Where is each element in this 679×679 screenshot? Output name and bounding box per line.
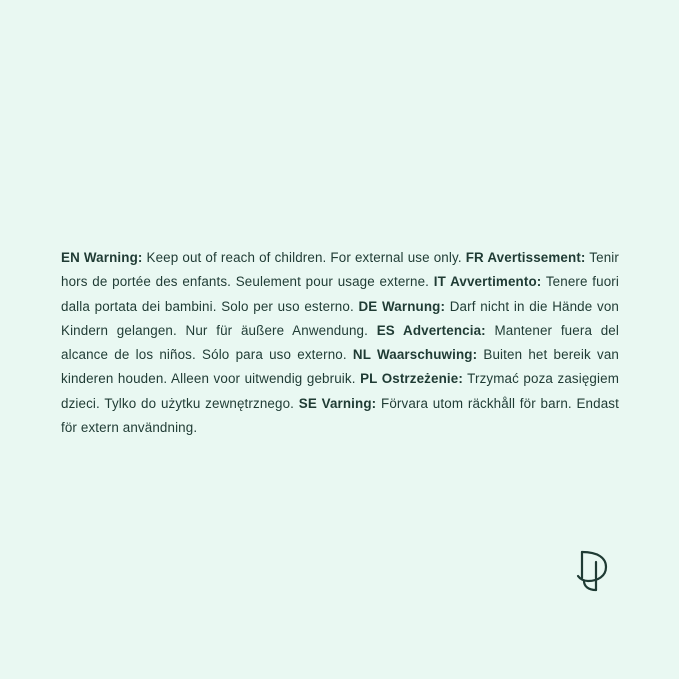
warning-language-text: Buiten het bereik van kinderen houden. Alleen voor uitwendig gebruik.: [61, 347, 619, 387]
warning-language-text: Tenere fuori dalla portata dei bambini. Solo per uso esterno.: [61, 274, 619, 314]
warning-language-label: NL Waarschuwing:: [352, 347, 478, 363]
warning-language-text: Keep out of reach of children. For external use only.: [142, 250, 466, 265]
warning-language-label: FR Avertissement:: [465, 250, 586, 265]
multilingual-warning-text: [61, 246, 619, 440]
warning-language-label: PL Ostrzeżenie:: [360, 371, 463, 387]
warning-language-label: DE Warnung:: [358, 298, 446, 314]
warning-language-text: Mantener fuera del alcance de los niños. Sólo para uso externo.: [61, 322, 620, 363]
warning-language-text: Förvara utom räckhåll för barn. Endast för extern användning.: [61, 395, 619, 436]
warning-language-label: SE Varning:: [298, 395, 377, 411]
warning-language-text: Tenir hors de portée des enfants. Seulement pour usage externe.: [61, 250, 620, 290]
warning-language-text: Trzymać poza zasięgiem dzieci. Tylko do użytku zewnętrznego.: [61, 371, 619, 411]
warning-language-label: IT Avvertimento:: [433, 274, 542, 290]
warning-language-text: Darf nicht in die Hände von Kindern gelangen. Nur für äußere Anwendung.: [61, 298, 619, 338]
warning-language-label: ES Advertencia:: [376, 322, 486, 338]
warning-language-label: EN Warning:: [61, 250, 143, 265]
p-monogram-logo: [572, 548, 616, 594]
